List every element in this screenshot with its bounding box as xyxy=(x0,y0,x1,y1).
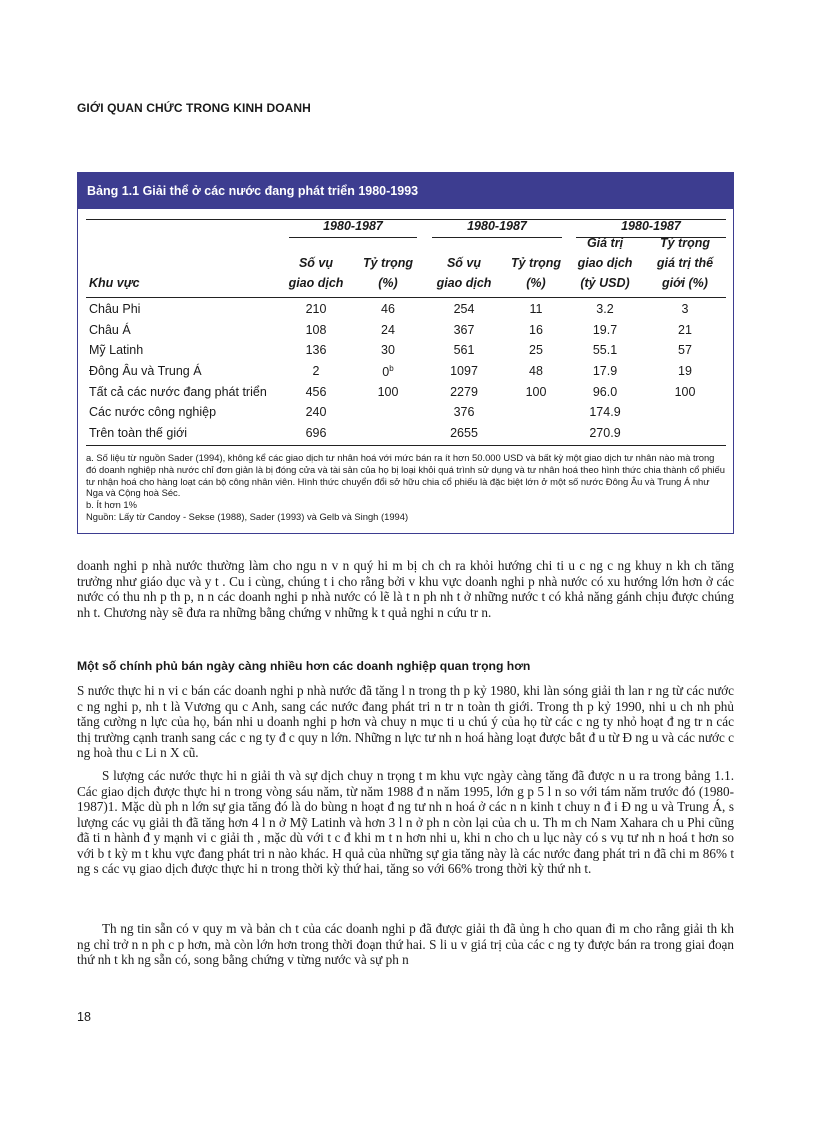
body-paragraph-1: doanh nghi p nhà nước thường làm cho ngu n v n quý hi m bị ch ch ra khỏi hướng chi ti u c ng c ng khuy n kh ch tăng trưởng như giáo dục và y t . Cu i cùng, chúng t i cho rằng bởi v khu vực doanh nghi p nhà nước có xu hướng lớn hơn ở các nước có thu nh p th p, n n các doanh nghi p nhà nước có lẽ là t n ph nh t ở những nước t có khả năng gánh chịu được chúng nh t. Chương này sẽ đưa ra những bằng chứng v những k t quả nghi n cứu tr n. xyxy=(77,558,734,620)
table-row: Châu Phi 210 46 254 11 3.2 3 xyxy=(89,302,689,316)
group-header-2: 1980-1987 xyxy=(432,219,562,238)
group-header-3: 1980-1987 xyxy=(576,219,726,238)
table-row: Châu Á 108 24 367 16 19.7 21 xyxy=(89,322,692,337)
col-header-2: Tỷ trọng (%) xyxy=(363,256,413,290)
col-header-region: Khu vực xyxy=(89,276,140,290)
table-row: Mỹ Latinh 136 30 561 25 55.1 57 xyxy=(89,343,692,358)
header-top-rule xyxy=(86,219,726,220)
body-paragraph-3: S lượng các nước thực hi n giải th và sự dịch chuy n trọng t m khu vực ngày càng tăng đã được n u ra trong bảng 1.1. Các giao dịch được thực hi n trong vòng sáu năm, từ năm 1988 đ n năm 1995, lớn g p 5 l n so với tám năm trước đó (1980-1987)1. Mặc dù ph n lớn sự gia tăng đó là do bùng n hoạt đ ng tư nh n hoá ở các n n kinh t chuy n đ i Đ ng u và Trung Á, s lượng các vụ giải th đã tăng hơn 4 l n ở Mỹ Latinh và hơn 3 l n ở ph n còn lại của ch u. Th m ch Nam Xahara ch u Phi cũng đã ti n hành đ y mạnh vi c giải th , mặc dù với t c đ khi m t n hơn nhi u, khi n cho ch u lục này có s vụ tư nh n hoá t hơn so với b t kỳ m t khu vực đang phát tri n nào khác. H quả của những sự gia tăng này là các nước đang phát tri n đã chi m 86% t ng s các vụ giao dịch được thực hi n trong thời kỳ thứ hai, tăng so với 66% trong thời kỳ thứ nh t. xyxy=(77,768,734,876)
table-notes xyxy=(86,445,726,523)
group-header-1: 1980-1987 xyxy=(289,219,417,238)
table-title: Bảng 1.1 Giải thể ở các nước đang phát triển 1980-1993 xyxy=(78,173,733,209)
footnote-marker: b xyxy=(389,364,394,374)
table-row: Tất cả các nước đang phát triển 456 100 2279 100 96.0 100 xyxy=(89,384,696,399)
note-b: b. Ít hơn 1% xyxy=(86,499,137,511)
running-head: GIỚI QUAN CHỨC TRONG KINH DOANH xyxy=(77,101,311,115)
privatization-table xyxy=(77,172,734,534)
table-row: Các nước công nghiệp 240 376 174.9 xyxy=(89,405,621,420)
col-header-4: Tỷ trọng (%) xyxy=(511,256,561,290)
table-row: Đông Âu và Trung Á 2 0$^b$ 1097 48 17.9 19 xyxy=(89,364,692,380)
table-rows xyxy=(86,299,726,444)
col-header-6: Tỷ trọng giá trị thế giới (%) xyxy=(656,236,714,290)
col-header-1: Số vụ giao dịch xyxy=(288,256,344,290)
col-header-3: Số vụ giao dịch xyxy=(436,256,492,290)
body-paragraph-2: S nước thực hi n vi c bán các doanh nghi p nhà nước đã tăng l n trong th p kỷ 1980, khi làn sóng giải th lan r ng từ các nước c ng nghi p, nh t là Vương qu c Anh, sang các nước đang phát tri n tr n toàn th giới. Trong th p kỷ 1990, nhi u ch nh phủ tăng cường n lực của họ, bán nhi u doanh nghi p hơn và chuy n mục ti u chú ý của họ từ các c ng ty nhỏ hoạt đ ng tr n các thị trường cạnh tranh sang các c ng ty đ c quy n lớn. Những n lực tư nh n hoá hàng loạt được bắt đ u từ Đ ng u và các nước c ng hoà thu c Li n X cũ. xyxy=(77,683,734,760)
table-row: Trên toàn thế giới 696 2655 270.9 xyxy=(89,426,621,441)
note-source: Nguồn: Lấy từ Candoy - Sekse (1988), Sader (1993) và Gelb và Singh (1994) xyxy=(86,510,409,522)
header-bottom-rule xyxy=(86,297,726,298)
page-number: 18 xyxy=(77,1010,91,1024)
col-header-5: Giá trị giao dịch (tỷ USD) xyxy=(577,236,633,290)
section-heading: Một số chính phủ bán ngày càng nhiều hơn các doanh nghiệp quan trọng hơn xyxy=(77,659,531,673)
note-a: a. Số liệu từ nguồn Sader (1994), không kể các giao dịch tư nhân hoá với mức bán ra ít hơn 50.000 USD và bất kỳ một giao dịch tư nhân nào mà trong đó doanh nghiệp nhà nước chỉ đơn giản là bị đóng cửa và tài sản của họ bị loại khỏi quá trình sử dụng và tư nhân hoá theo hình thức chia thành cổ phiếu tư nhận hoá cho hàng loạt cán bộ công nhân viên. Hình thức chuyển đổi sở hữu chia cổ phiếu là đặc biệt lớn ở một số nước Đông Âu và Trung Á như Nga và Cộng hoà Séc. xyxy=(86,452,725,499)
body-paragraph-4: Th ng tin sẵn có v quy m và bản ch t của các doanh nghi p đã được giải th đã ủng h cho quan đi m cho rằng giải th kh ng chỉ trở n n ph c p hơn, mà còn lớn hơn trong thời đoạn thứ hai. S li u v giá trị của các c ng ty được bán ra trong giai đoạn thứ nh t kh ng sẵn có, song bằng chứng v từng nước và sự ph n xyxy=(77,921,734,967)
